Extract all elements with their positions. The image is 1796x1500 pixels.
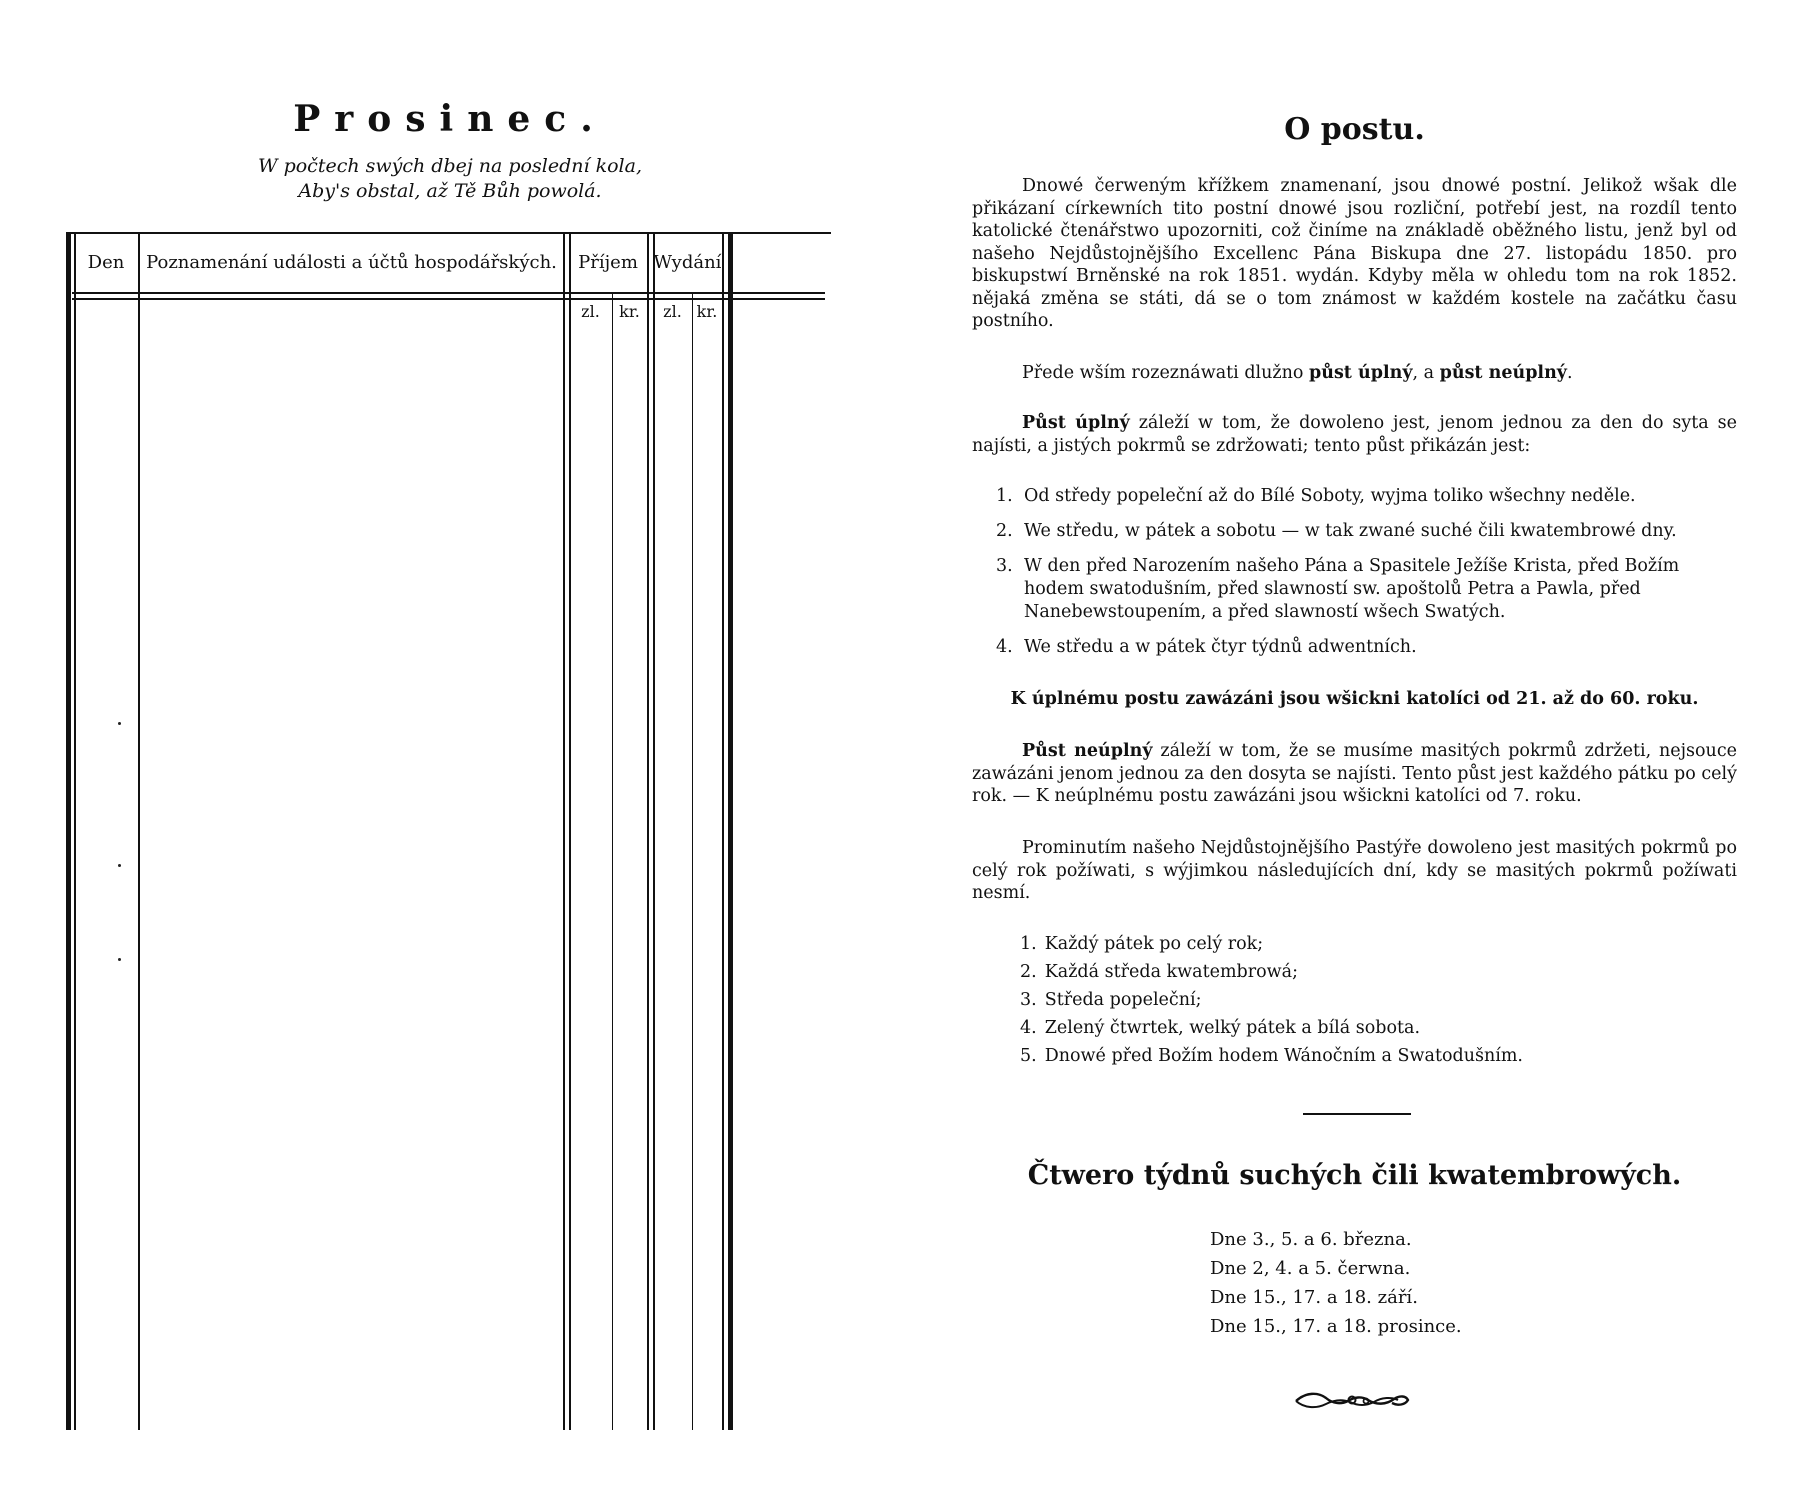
- ledger-header-rule: [72, 292, 825, 294]
- subheader-prijem-kr: kr.: [619, 302, 640, 321]
- subheader-wydani-kr: kr.: [696, 302, 718, 321]
- partial-fast-lead: Půst neúplný: [1022, 741, 1153, 761]
- flourish-ornament-icon: [1292, 1388, 1412, 1414]
- partial-fast-text: záleží w tom, že se musíme masitých pokrmů zdržeti, nejsouce zawázáni jenom jednou za den dosyta se najísti. Tento půst jest každého pátku po celý rok. — K neúplnému postu zawázáni jsou wšickni katolíci od 7. roku.: [972, 741, 1737, 806]
- list-item: [972, 1017, 1737, 1040]
- ledger-left-border: [66, 232, 71, 1430]
- full-fast-text: záleží w tom, že dowoleno jest, jenom jednou za den do syta se najísti, a jistých pokrmů se zdržowati; tento půst přikázán jest:: [972, 413, 1737, 456]
- motto-line-2: Aby's obstal, až Tě Bůh powolá.: [298, 180, 602, 202]
- ledger-expense-divider-inner: [653, 232, 655, 1430]
- list-text: Každý pátek po celý rok;: [1044, 934, 1264, 954]
- section-divider-rule: [1303, 1113, 1411, 1115]
- term-partial-fast: půst neúplný: [1439, 363, 1567, 383]
- list-item: [972, 961, 1737, 984]
- ink-speck: [118, 958, 121, 961]
- distinguish-joiner: , a: [1412, 363, 1440, 383]
- col-header-prijem: Příjem: [578, 252, 638, 273]
- list-item: [972, 989, 1737, 1012]
- term-full-fast: půst úplný: [1309, 363, 1413, 383]
- list-text: W den před Narozením našeho Pána a Spasitele Ježíše Krista, před Božím hodem swatodušním, před slawností sw. apoštolů Petra a Pawla, před Nanebewstoupením, a před slawností wšech Swatých.: [1024, 556, 1680, 622]
- list-text: Od středy popeleční až do Bílé Soboty, wyjma toliko wšechny neděle.: [1024, 486, 1636, 506]
- col-header-wydani: Wydání: [653, 252, 722, 273]
- dispensation-paragraph: Prominutím našeho Nejdůstojnějšího Pastýře dowoleno jest masitých pokrmů po celý rok požíwati, s wýjimkou následujících dní, kdy se masitých pokrmů požíwati nesmí.: [972, 838, 1737, 903]
- ledger-right-border: [728, 232, 733, 1430]
- list-number: 3.: [996, 556, 1013, 576]
- exceptions-list: [972, 933, 1737, 1073]
- list-item: [972, 520, 1737, 543]
- full-fast-list: [972, 485, 1737, 671]
- list-text: We středu, w pátek a sobotu — w tak zwané suché čili kwatembrowé dny.: [1024, 521, 1677, 541]
- list-number: 5.: [1020, 1046, 1037, 1066]
- ledger-income-divider-outer: [563, 232, 565, 1430]
- distinguish-paragraph: [972, 362, 1737, 385]
- partial-fast-paragraph: [972, 740, 1737, 808]
- ledger-day-divider: [138, 232, 140, 1430]
- full-fast-paragraph: [972, 412, 1737, 457]
- ledger-left-inner-border: [74, 232, 76, 1430]
- list-text: Dnowé před Božím hodem Wánočním a Swatodušním.: [1044, 1046, 1523, 1066]
- ledger-expense-divider-outer: [647, 232, 649, 1430]
- list-item: [972, 555, 1737, 624]
- ember-date-line: Dne 15., 17. a 18. září.: [1210, 1287, 1418, 1308]
- list-text: We středu a w pátek čtyr týdnů adwentních.: [1024, 637, 1417, 657]
- list-text: Středa popeleční;: [1044, 990, 1202, 1010]
- list-number: 1.: [996, 486, 1013, 506]
- ledger-income-divider-inner: [569, 232, 571, 1430]
- obligation-statement: K úplnému postu zawázáni jsou wšickni katolíci od 21. až do 60. roku.: [1010, 689, 1699, 709]
- list-number: 1.: [1020, 934, 1037, 954]
- ledger-expense-kr-divider: [692, 292, 693, 1430]
- distinguish-text: Přede wším rozeznáwati dlužno: [1022, 363, 1309, 383]
- ink-speck: [118, 864, 121, 867]
- ledger-top-rule: [66, 232, 831, 234]
- full-fast-lead: Půst úplný: [1022, 413, 1130, 433]
- col-header-poznamenani: Poznamenání události a účtů hospodářských.: [146, 252, 557, 273]
- list-item: [972, 1045, 1737, 1068]
- ledger-right-inner-border: [722, 232, 724, 1430]
- motto-line-1: W počtech swých dbej na poslední kola,: [258, 155, 642, 177]
- list-item: [972, 933, 1737, 956]
- ember-weeks-title: Čtwero týdnů suchých čili kwatembrowých.: [1027, 1160, 1682, 1191]
- section-title-o-postu: O postu.: [1284, 112, 1425, 147]
- list-text: Zelený čtwrtek, welký pátek a bílá sobota.: [1044, 1018, 1421, 1038]
- list-item: [972, 636, 1737, 659]
- page-title-prosinec: Prosinec.: [293, 98, 607, 140]
- list-number: 3.: [1020, 990, 1037, 1010]
- intro-paragraph: Dnowé čerweným křížkem znamenaní, jsou dnowé postní. Jelikož wšak dle přikázaní církewních tito postní dnowé jsou rozliční, potřebí jest, na rozdíl tento katolické čtenářstwo upozorniti, což činíme na znákladě oběžného listu, jenž byl od našeho Nejdůstojnějšího Excellenc Pána Biskupa dne 27. listopádu 1850. pro biskupstwí Brněnské na rok 1851. wydán. Kdyby měla w ohledu tom na rok 1852. nějaká změna se státi, dá se o tom známost w každém kostele na začátku času postního.: [972, 176, 1737, 331]
- ledger-header-rule-double: [72, 298, 825, 300]
- ledger-table: [66, 232, 831, 1430]
- list-number: 4.: [1020, 1018, 1037, 1038]
- ink-speck: [118, 722, 121, 725]
- ember-dates: [1210, 1225, 1510, 1341]
- subheader-wydani-zl: zl.: [663, 302, 682, 321]
- subheader-prijem-zl: zl.: [581, 302, 600, 321]
- list-number: 4.: [996, 637, 1013, 657]
- list-number: 2.: [996, 521, 1013, 541]
- col-header-den: Den: [87, 252, 125, 273]
- ember-date-line: Dne 15., 17. a 18. prosince.: [1210, 1316, 1462, 1337]
- list-item: [972, 485, 1737, 508]
- distinguish-end: .: [1566, 363, 1573, 383]
- ember-date-line: Dne 2, 4. a 5. čerwna.: [1210, 1258, 1411, 1279]
- ledger-income-kr-divider: [612, 292, 613, 1430]
- ember-date-line: Dne 3., 5. a 6. března.: [1210, 1229, 1412, 1250]
- list-text: Každá středa kwatembrowá;: [1044, 962, 1298, 982]
- list-number: 2.: [1020, 962, 1037, 982]
